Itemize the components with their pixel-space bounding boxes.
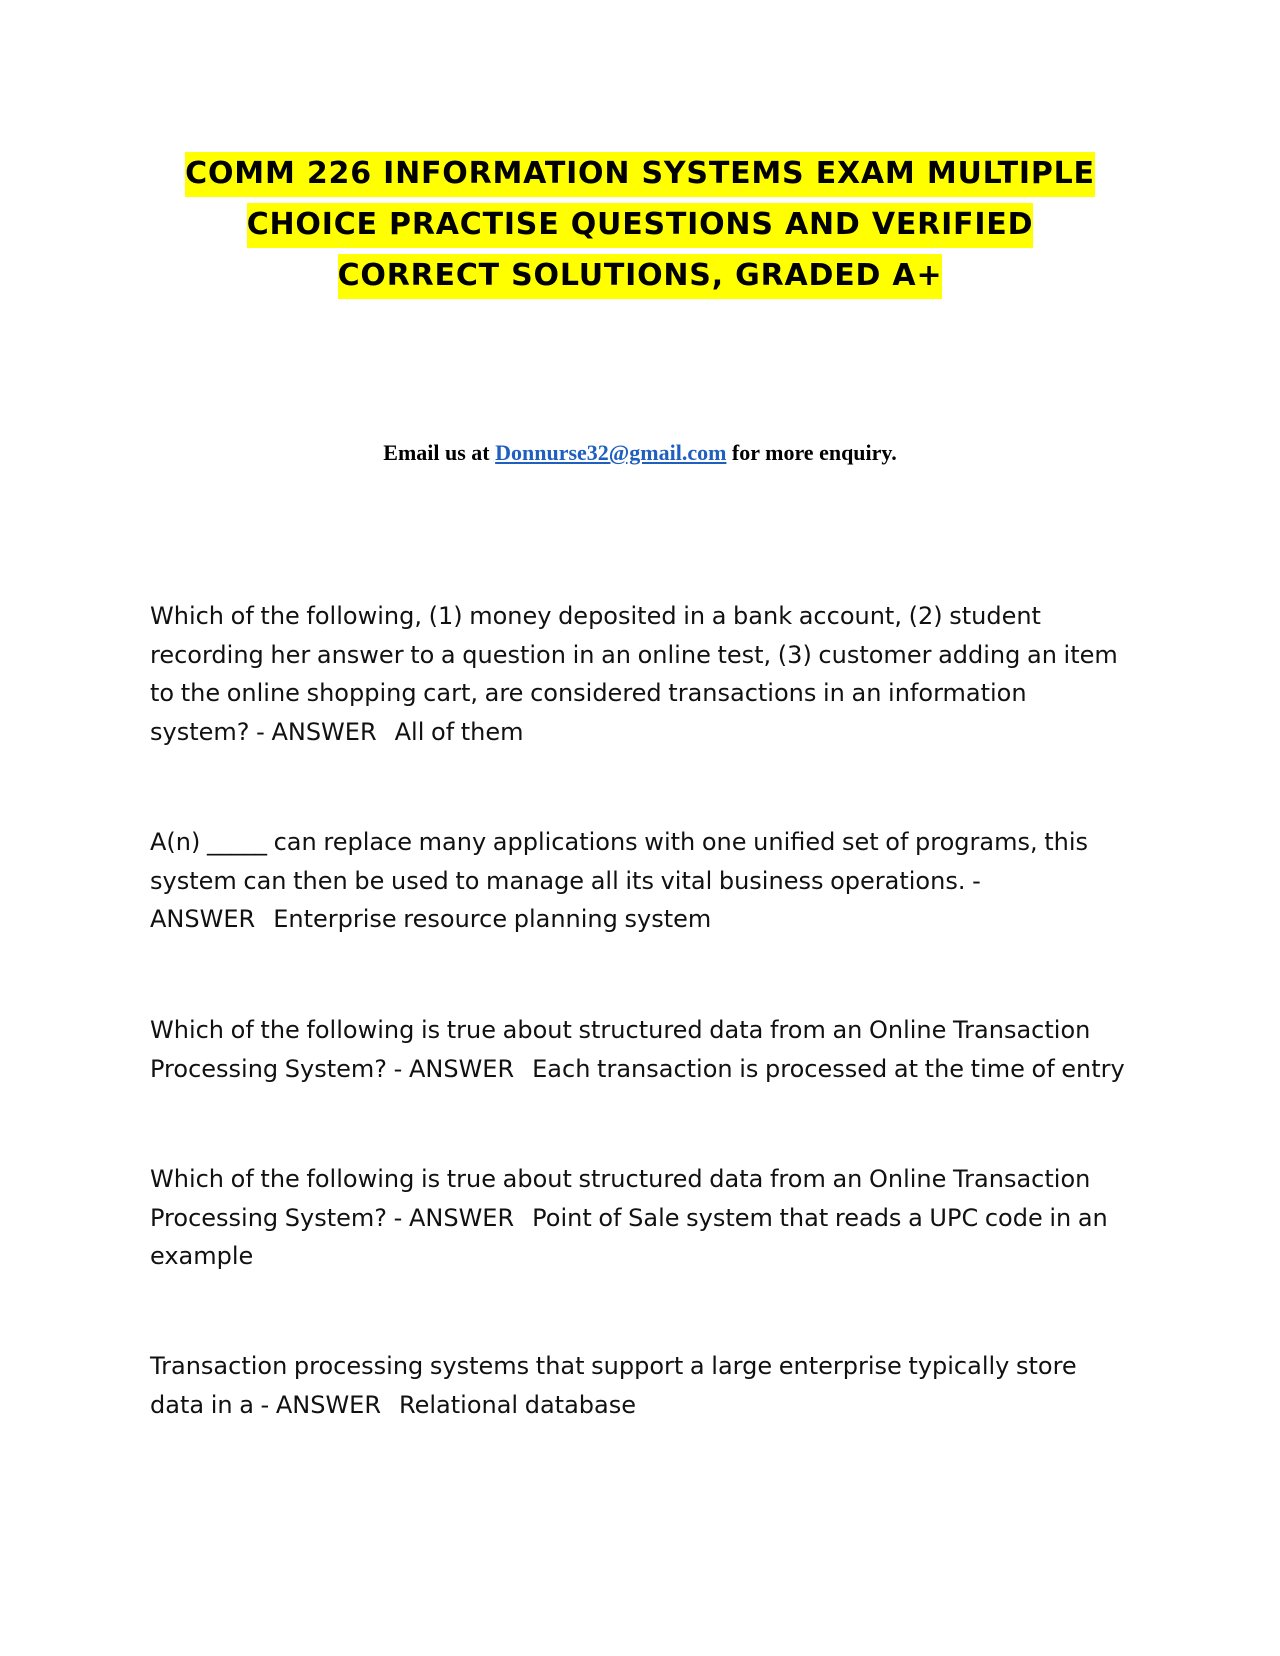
title-line: COMM 226 INFORMATION SYSTEMS EXAM MULTIPLE — [140, 148, 1140, 199]
qa-item — [150, 1011, 1130, 1088]
contact-line — [0, 440, 1280, 466]
answer-text: Enterprise resource planning system — [273, 905, 712, 933]
contact-suffix: for more enquiry. — [726, 440, 897, 465]
answer-text: Relational database — [399, 1390, 636, 1419]
question-text: A(n) _____ can replace many applications with one unified set of programs, this system can then be used to manage all its vital business operations. — [150, 828, 1089, 895]
qa-item — [150, 823, 1130, 939]
answer-label: - ANSWER — [393, 1054, 515, 1083]
answer-label: - ANSWER — [393, 1203, 515, 1232]
contact-prefix: Email us at — [383, 440, 496, 465]
answer-text: Point of Sale system that reads a UPC code in an example — [150, 1203, 1108, 1270]
question-text: Which of the following is true about structured data from an Online Transaction Processing System? — [150, 1016, 1091, 1083]
qa-item — [150, 597, 1130, 751]
qa-item — [150, 1347, 1130, 1424]
document-title — [140, 148, 1140, 301]
answer-label: - ANSWER — [256, 717, 377, 746]
title-line: CORRECT SOLUTIONS, GRADED A+ — [140, 250, 1140, 301]
title-line: CHOICE PRACTISE QUESTIONS AND VERIFIED — [140, 199, 1140, 250]
answer-text: Each transaction is processed at the time of entry — [532, 1054, 1125, 1083]
answer-label: - ANSWER — [260, 1390, 382, 1419]
answer-text: All of them — [394, 717, 524, 746]
qa-item — [150, 1160, 1130, 1276]
email-link[interactable]: Donnurse32@gmail.com — [495, 440, 727, 465]
question-text: Which of the following is true about structured data from an Online Transaction Processing System? — [150, 1165, 1091, 1232]
question-text: Transaction processing systems that support a large enterprise typically store data in a — [150, 1352, 1077, 1419]
question-text: Which of the following, (1) money deposited in a bank account, (2) student recording her answer to a question in an online test, (3) customer adding an item to the online shopping cart, are considered transactions in an information system? — [150, 602, 1118, 746]
answer-label: - ANSWER — [150, 866, 981, 933]
